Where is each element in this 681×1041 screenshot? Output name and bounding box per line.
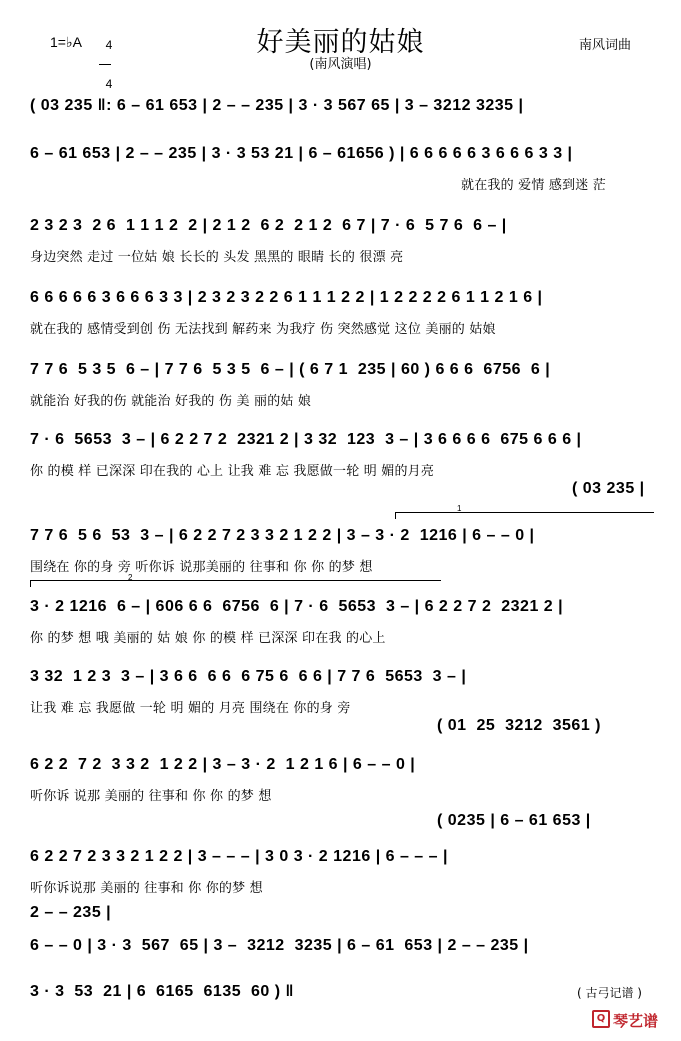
notation-line: 3 · 3 53 21 | 6 6165 6135 60 ) ‖ [30, 983, 294, 1000]
logo-icon: Q [592, 1010, 610, 1028]
lyric-line: 身边突然 走过 一位姑 娘 长长的 头发 黑黑的 眼睛 长的 很漂 亮 [30, 250, 404, 265]
lyric-line: 就在我的 爱情 感到迷 茫 [461, 178, 606, 193]
lyric-line: 你 的梦 想 哦 美丽的 姑 娘 你 的模 样 已深深 印在我 的心上 [30, 631, 386, 646]
lyric-line: 听你诉说那 美丽的 往事和 你 你的梦 想 [30, 881, 263, 896]
time-signature [99, 27, 111, 90]
notation-line: ( 03 235 ‖: 6 – 61 653 | 2 – – 235 | 3 · 3 567 65 | 3 – 3212 3235 | [30, 97, 524, 114]
notation-line: 2 3 2 3 2 6 1 1 1 2 2 | 2 1 2 6 2 2 1 2 6 7 | 7 · 6 5 7 6 6 – | [30, 217, 507, 234]
time-signature-top: 4 [105, 38, 113, 52]
notation-line: 6 – – 0 | 3 · 3 567 65 | 3 – 3212 3235 | 6 – 61 653 | 2 – – 235 | [30, 937, 529, 954]
interlude-line: ( 0235 | 6 – 61 653 | [437, 812, 591, 829]
notation-line: 3 32 1 2 3 3 – | 3 6 6 6 6 6 75 6 6 6 | 7 7 6 5653 3 – | [30, 668, 467, 685]
lyric-line: 围绕在 你的身 旁 听你诉 说那美丽的 往事和 你 你 的梦 想 [30, 560, 373, 575]
notation-line: 6 – 61 653 | 2 – – 235 | 3 · 3 53 21 | 6 – 61656 ) | 6 6 6 6 6 3 6 6 6 3 3 | [30, 145, 573, 162]
notation-line: 6 6 6 6 6 3 6 6 6 3 3 | 2 3 2 3 2 2 6 1 1 1 2 2 | 1 2 2 2 2 6 1 1 2 1 6 | [30, 289, 543, 306]
interlude-line: ( 01 25 3212 3561 ) [437, 717, 601, 734]
singer-subtitle: (南风演唱) [309, 57, 372, 72]
volta-bracket [395, 512, 654, 519]
lyric-line: 让我 难 忘 我愿做 一轮 明 媚的 月亮 围绕在 你的身 旁 [30, 701, 351, 716]
lyric-line: 就在我的 感情受到创 伤 无法找到 解药来 为我疗 伤 突然感觉 这位 美丽的 姑娘 [30, 322, 496, 337]
interlude-line: 2 – – 235 | [30, 904, 112, 921]
lyric-line: 你 的模 样 已深深 印在我的 心上 让我 难 忘 我愿做一轮 明 媚的月亮 [30, 464, 435, 479]
time-signature-bottom: 4 [105, 77, 113, 91]
interlude-line: ( 03 235 | [572, 480, 645, 497]
notation-line: 7 7 6 5 3 5 6 – | 7 7 6 5 3 5 6 – | ( 6 7 1 235 | 60 ) 6 6 6 6756 6 | [30, 361, 551, 378]
notation-line: 7 · 6 5653 3 – | 6 2 2 7 2 2321 2 | 3 32 123 3 – | 3 6 6 6 6 675 6 6 6 | [30, 431, 582, 448]
notation-line: 6 2 2 7 2 3 3 2 1 2 2 | 3 – – – | 3 0 3 · 2 1216 | 6 – – – | [30, 848, 448, 865]
site-logo [592, 1010, 658, 1031]
volta-number: 1 [457, 504, 462, 513]
author-credit: 南风词曲 [579, 38, 632, 53]
notation-line: 3 · 2 1216 6 – | 606 6 6 6756 6 | 7 · 6 5653 3 – | 6 2 2 7 2 2321 2 | [30, 598, 564, 615]
transcriber-credit: ( 古弓记谱 ) [577, 986, 642, 1000]
volta-number: 2 [128, 573, 133, 582]
logo-text: 琴艺谱 [613, 1012, 659, 1030]
notation-line: 7 7 6 5 6 53 3 – | 6 2 2 7 2 3 3 2 1 2 2 | 3 – 3 · 2 1216 | 6 – – 0 | [30, 527, 535, 544]
notation-line: 6 2 2 7 2 3 3 2 1 2 2 | 3 – 3 · 2 1 2 1 6 | 6 – – 0 | [30, 756, 416, 773]
volta-bracket [30, 580, 441, 587]
song-title: 好美丽的姑娘 [256, 27, 425, 58]
key-signature: 1=♭A [50, 34, 82, 50]
lyric-line: 听你诉 说那 美丽的 往事和 你 你 的梦 想 [30, 789, 272, 804]
lyric-line: 就能治 好我的伤 就能治 好我的 伤 美 丽的姑 娘 [30, 394, 312, 409]
